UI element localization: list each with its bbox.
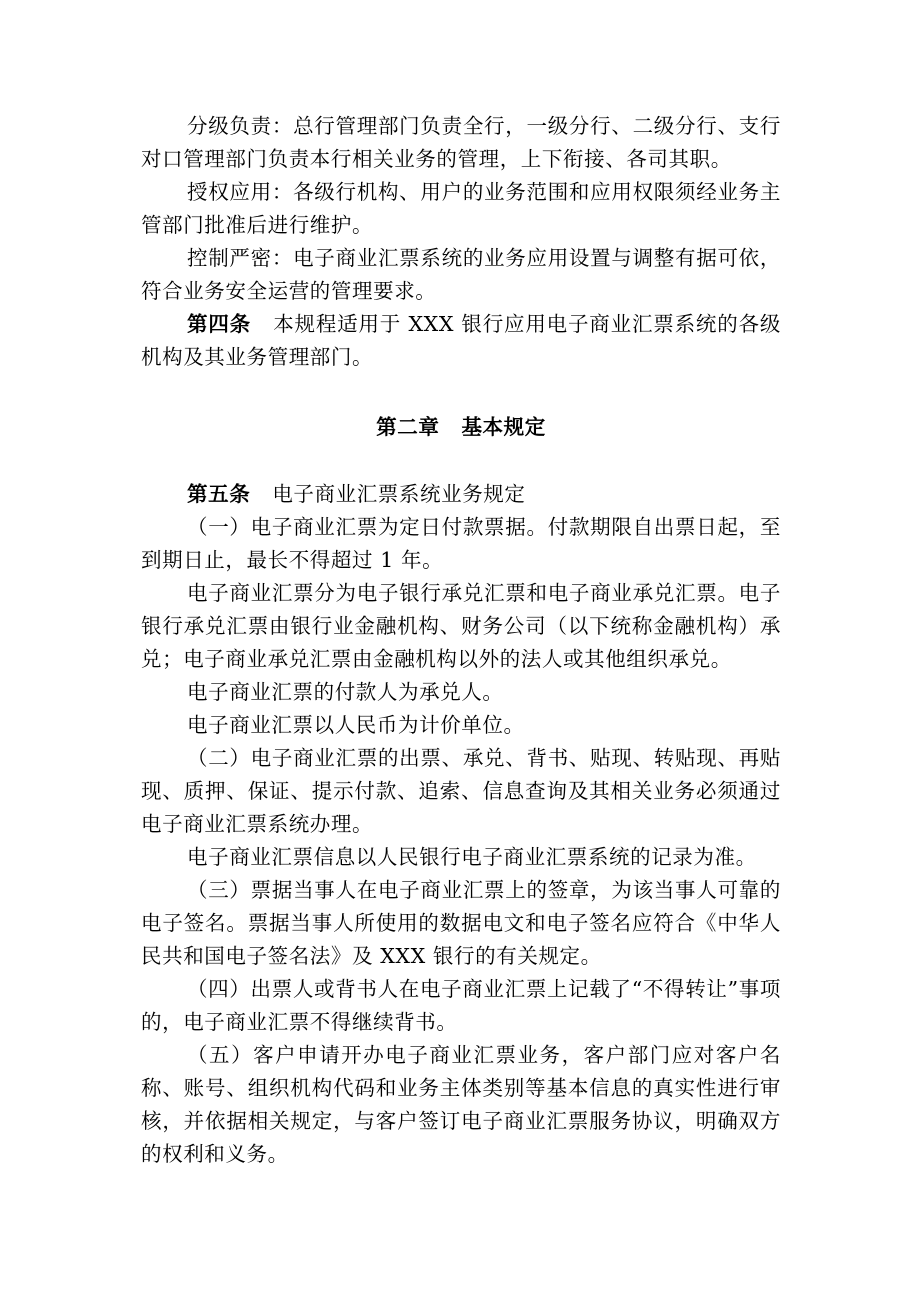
chapter-heading <box>141 411 781 444</box>
paragraph <box>141 242 781 308</box>
paragraph-text: 本规程适用于 XXX 银行应用电子商业汇票系统的各级机构及其业务管理部门。 <box>141 312 781 369</box>
paragraph-text: 电子商业汇票系统业务规定 <box>272 482 526 506</box>
paragraph <box>141 973 781 1039</box>
paragraph-text: 电子商业汇票以人民币为计价单位。 <box>187 713 525 737</box>
paragraph-text: 分级负责：总行管理部门负责全行，一级分行、二级分行、支行对口管理部门负责本行相关业务的管理，上下衔接、各司其职。 <box>141 114 781 171</box>
chapter-title: 基本规定 <box>461 415 546 439</box>
paragraph <box>141 1039 781 1171</box>
paragraph <box>141 511 781 577</box>
paragraph-text: 电子商业汇票信息以人民银行电子商业汇票系统的记录为准。 <box>187 845 757 869</box>
chapter-number: 第二章 <box>376 415 440 439</box>
paragraph <box>141 577 781 676</box>
paragraph-text: （三）票据当事人在电子商业汇票上的签章，为该当事人可靠的电子签名。票据当事人所使用的数据电文和电子签名应符合《中华人民共和国电子签名法》及 XXX 银行的有关规定。 <box>141 878 781 968</box>
paragraph <box>141 709 781 742</box>
paragraph <box>141 742 781 841</box>
paragraph <box>141 874 781 973</box>
paragraph <box>141 841 781 874</box>
article-paragraph <box>141 308 781 374</box>
paragraph <box>141 676 781 709</box>
article-number: 第四条 <box>187 312 251 336</box>
paragraph-text: 控制严密：电子商业汇票系统的业务应用设置与调整有据可依，符合业务安全运营的管理要求。 <box>141 246 781 303</box>
article-number: 第五条 <box>187 482 251 506</box>
article-paragraph <box>141 478 781 511</box>
paragraph <box>141 176 781 242</box>
paragraph-text: 授权应用：各级行机构、用户的业务范围和应用权限须经业务主管部门批准后进行维护。 <box>141 180 781 237</box>
paragraph-text: 电子商业汇票的付款人为承兑人。 <box>187 680 504 704</box>
document-page <box>141 110 781 1171</box>
paragraph <box>141 110 781 176</box>
paragraph-text: （一）电子商业汇票为定日付款票据。付款期限自出票日起，至到期日止，最长不得超过 1 年。 <box>141 515 781 572</box>
paragraph-text: （二）电子商业汇票的出票、承兑、背书、贴现、转贴现、再贴现、质押、保证、提示付款、追索、信息查询及其相关业务必须通过电子商业汇票系统办理。 <box>141 746 781 836</box>
paragraph-text: （五）客户申请开办电子商业汇票业务，客户部门应对客户名称、账号、组织机构代码和业务主体类别等基本信息的真实性进行审核，并依据相关规定，与客户签订电子商业汇票服务协议，明确双方的权利和义务。 <box>141 1043 781 1166</box>
paragraph-text: （四）出票人或背书人在电子商业汇票上记载了“不得转让”事项的，电子商业汇票不得继续背书。 <box>141 977 781 1034</box>
paragraph-text: 电子商业汇票分为电子银行承兑汇票和电子商业承兑汇票。电子银行承兑汇票由银行业金融机构、财务公司（以下统称金融机构）承兑；电子商业承兑汇票由金融机构以外的法人或其他组织承兑。 <box>141 581 781 671</box>
